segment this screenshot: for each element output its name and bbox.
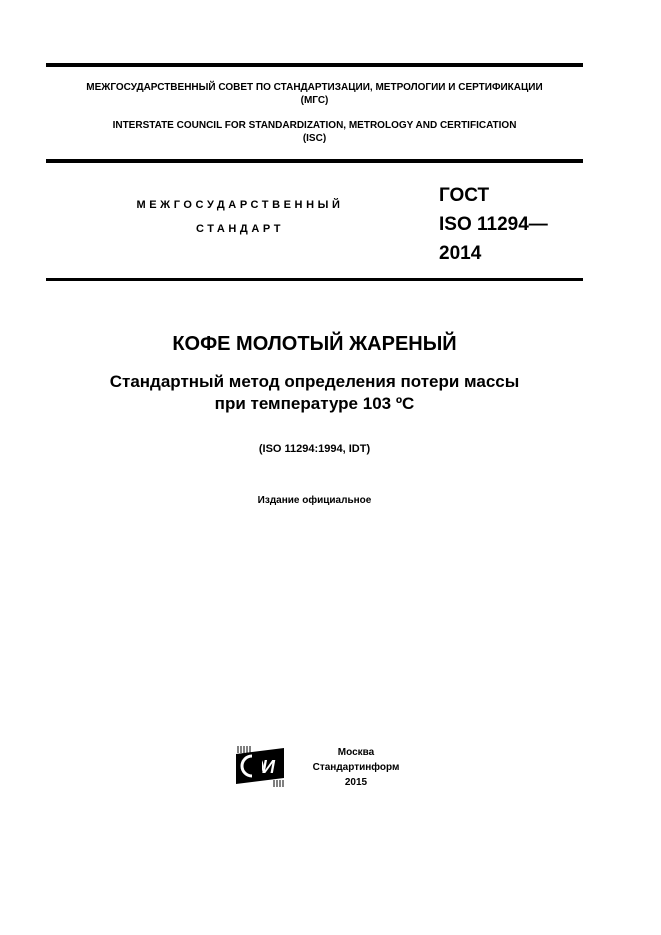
document-title: КОФЕ МОЛОТЫЙ ЖАРЕНЫЙ bbox=[172, 333, 457, 355]
standard-designation bbox=[439, 181, 548, 268]
council-name-ru bbox=[46, 81, 583, 107]
designation-line-2: ISO 11294— bbox=[439, 214, 548, 235]
council-abbr-ru: (МГС) bbox=[300, 95, 329, 106]
edition-label: Издание официальное bbox=[257, 495, 372, 506]
designation-line-1: ГОСТ bbox=[439, 185, 490, 206]
document-subtitle bbox=[46, 371, 583, 415]
council-name-en bbox=[46, 119, 583, 145]
standard-type-line-1: МЕЖГОСУДАРСТВЕННЫЙ bbox=[136, 199, 344, 211]
publisher-year: 2015 bbox=[344, 777, 368, 788]
svg-text:И: И bbox=[262, 757, 275, 777]
top-rule bbox=[46, 63, 583, 67]
middle-rule bbox=[46, 159, 583, 163]
designation-line-3: 2014 bbox=[439, 243, 482, 264]
subtitle-line-1: Стандартный метод определения потери массы bbox=[109, 372, 520, 391]
subtitle-line-2: при температуре 103 ºС bbox=[214, 394, 415, 413]
publisher-city: Москва bbox=[337, 747, 375, 758]
council-name-ru-text: МЕЖГОСУДАРСТВЕННЫЙ СОВЕТ ПО СТАНДАРТИЗАЦИИ, МЕТРОЛОГИИ И СЕРТИФИКАЦИИ bbox=[86, 82, 543, 93]
iso-reference: (ISO 11294:1994, IDT) bbox=[258, 443, 371, 455]
council-name-en-text: INTERSTATE COUNCIL FOR STANDARDIZATION, METROLOGY AND CERTIFICATION bbox=[112, 120, 517, 131]
standartinform-logo-icon bbox=[234, 744, 286, 789]
standard-type-line-2: СТАНДАРТ bbox=[195, 223, 285, 235]
council-abbr-en: (ISC) bbox=[302, 133, 327, 144]
bottom-rule bbox=[46, 278, 583, 281]
publisher-block bbox=[296, 745, 416, 790]
publisher-name: Стандартинформ bbox=[312, 762, 400, 773]
